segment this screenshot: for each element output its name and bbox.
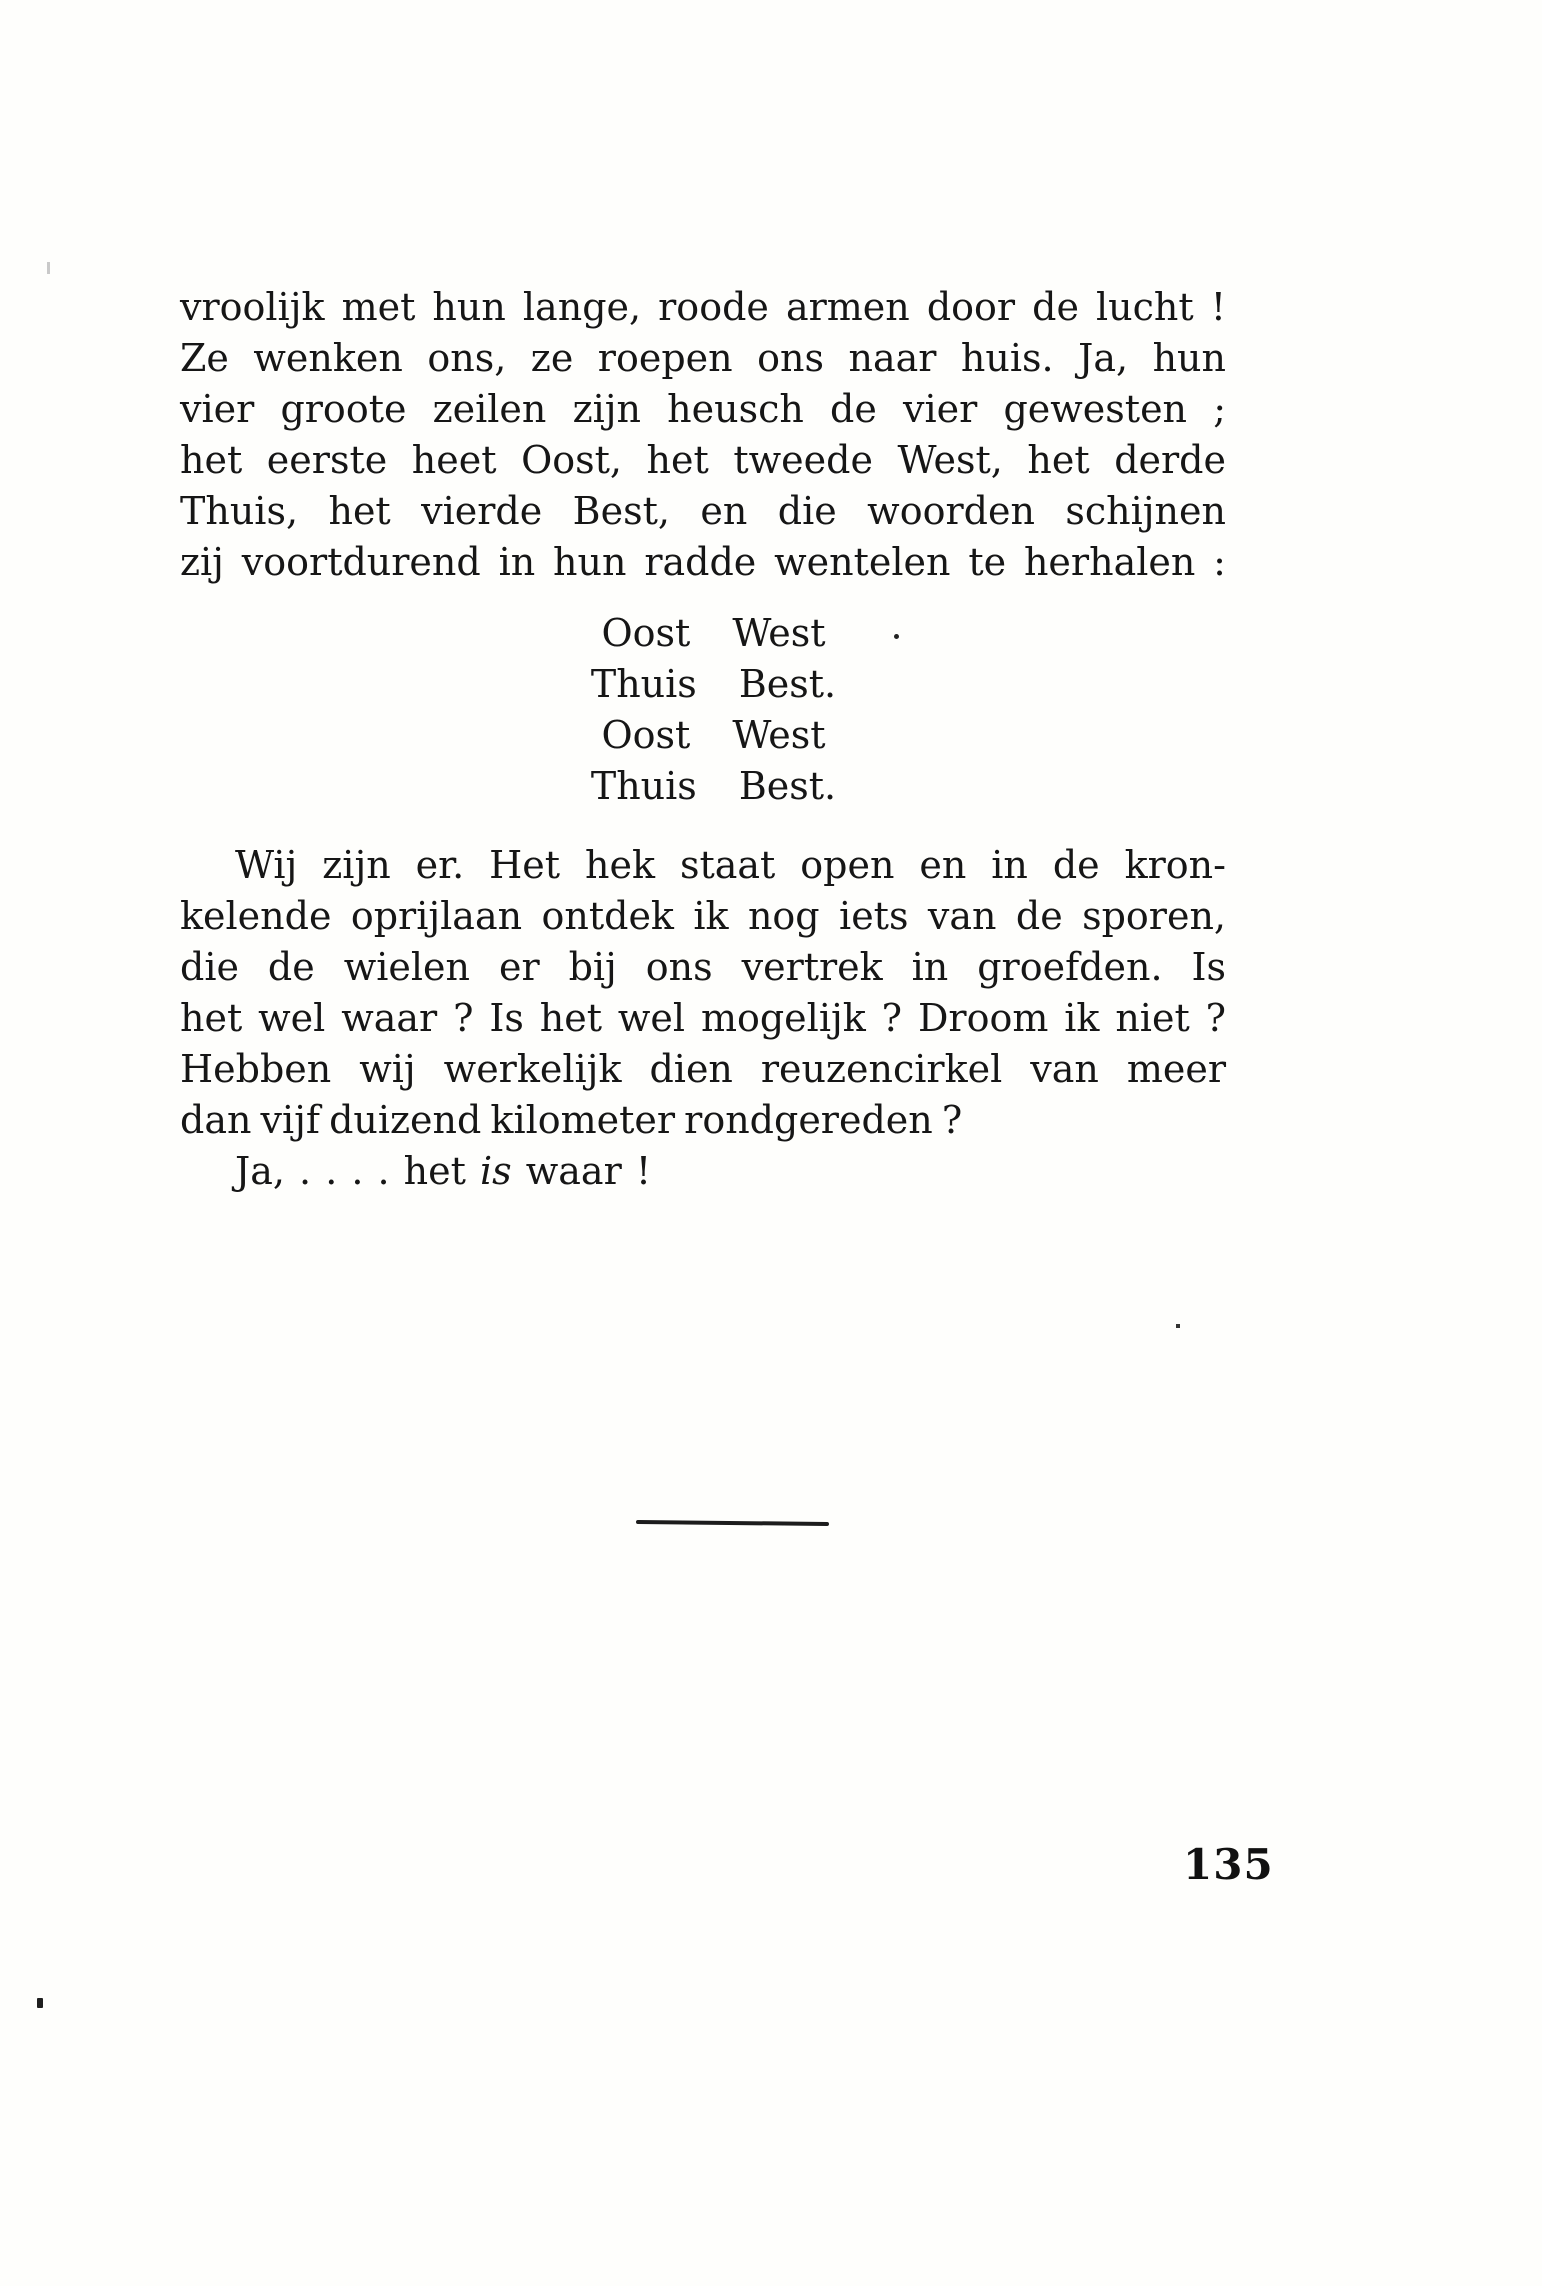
poem-line: Thuis Best. [590, 662, 837, 706]
text-line: vroolijk met hun lange, roode armen door de lucht ! [180, 285, 1226, 329]
text-line: Hebben wij werkelijk dien reuzencirkel van meer [180, 1047, 1226, 1091]
paragraph [180, 840, 1226, 1146]
scan-speck [47, 262, 50, 274]
paragraph [180, 282, 1226, 588]
poem-line: Oost West [601, 713, 826, 757]
text-line: Thuis, het vierde Best, en die woorden schijnen [180, 489, 1226, 533]
closing-italic-word: is [480, 1149, 512, 1193]
poem-line: Thuis Best. [590, 764, 837, 808]
text-line: Ze wenken ons, ze roepen ons naar huis. Ja, hun [180, 336, 1226, 380]
text-line: Wij zijn er. Het hek staat open en in de kron- [235, 843, 1226, 887]
text-line: het wel waar ? Is het wel mogelijk ? Droom ik niet ? [180, 996, 1226, 1040]
scan-speck [1176, 1324, 1180, 1328]
text-line: het eerste heet Oost, het tweede West, het derde [180, 438, 1226, 482]
text-line: zij voortdurend in hun radde wentelen te herhalen : [180, 540, 1226, 584]
text-line: vier groote zeilen zijn heusch de vier gewesten ; [180, 387, 1226, 431]
page-number: 135 [1183, 1840, 1274, 1889]
closing-prefix: Ja, . . . . het [235, 1149, 480, 1193]
closing-suffix: waar ! [511, 1149, 652, 1193]
poem-line: Oost West [601, 611, 826, 655]
text-line: kelende oprijlaan ontdek ik nog iets van de sporen, [180, 894, 1226, 938]
closing-line [180, 1146, 1226, 1197]
section-divider-rule [636, 1520, 829, 1526]
text-line: dan vijf duizend kilometer rondgereden ? [180, 1098, 963, 1142]
poem-block [201, 608, 1226, 812]
text-line: die de wielen er bij ons vertrek in groefden. Is [180, 945, 1226, 989]
scan-speck [37, 1998, 43, 2008]
text-block [180, 282, 1226, 1197]
scan-speck [894, 634, 899, 639]
